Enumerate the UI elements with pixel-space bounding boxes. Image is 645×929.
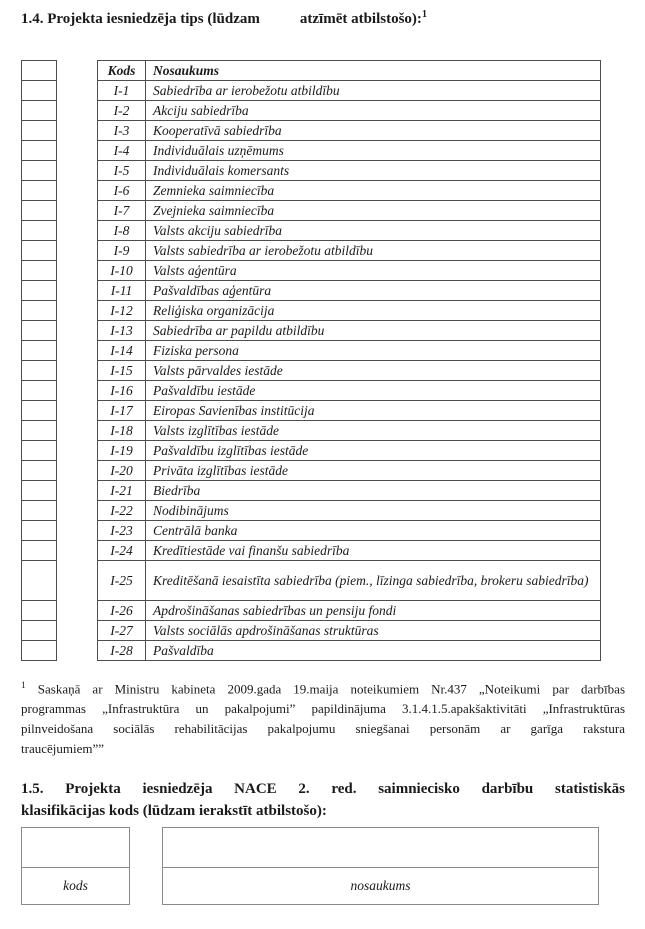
cell-kods: I-27: [98, 621, 146, 641]
cell-nosaukums: Individuālais komersants: [146, 161, 601, 181]
table-row: [98, 341, 601, 361]
checkbox-row: [22, 621, 57, 641]
table-row: [98, 81, 601, 101]
cell-kods: I-13: [98, 321, 146, 341]
header-kods: Kods: [98, 61, 146, 81]
table-row: [98, 481, 601, 501]
table-row: [98, 461, 601, 481]
checkbox-cell[interactable]: [22, 401, 57, 421]
checkbox-row: [22, 501, 57, 521]
cell-kods: I-10: [98, 261, 146, 281]
checkbox-cell[interactable]: [22, 81, 57, 101]
cell-kods: I-19: [98, 441, 146, 461]
cell-nosaukums: Valsts sabiedrība ar ierobežotu atbildību: [146, 241, 601, 261]
checkbox-row: [22, 121, 57, 141]
checkbox-cell[interactable]: [22, 621, 57, 641]
table-row: [98, 161, 601, 181]
checkbox-row: [22, 541, 57, 561]
applicant-type-table: [97, 60, 601, 661]
cell-nosaukums: Kooperatīvā sabiedrība: [146, 121, 601, 141]
checkbox-cell[interactable]: [22, 101, 57, 121]
cell-nosaukums: Zvejnieka saimniecība: [146, 201, 601, 221]
checkbox-row: [22, 241, 57, 261]
checkbox-row: [22, 561, 57, 601]
cell-nosaukums: Privāta izglītības iestāde: [146, 461, 601, 481]
nace-kods-box: [21, 827, 130, 905]
cell-nosaukums: Centrālā banka: [146, 521, 601, 541]
checkbox-row: [22, 441, 57, 461]
checkbox-row: [22, 281, 57, 301]
cell-nosaukums: Pašvaldību izglītības iestāde: [146, 441, 601, 461]
cell-nosaukums: Individuālais uzņēmums: [146, 141, 601, 161]
cell-nosaukums: Valsts sociālās apdrošināšanas struktūras: [146, 621, 601, 641]
table-row: [98, 261, 601, 281]
table-row: [98, 501, 601, 521]
checkbox-row: [22, 81, 57, 101]
checkbox-cell[interactable]: [22, 641, 57, 661]
kods-label: kods: [63, 878, 88, 893]
checkbox-row: [22, 361, 57, 381]
cell-kods: I-9: [98, 241, 146, 261]
checkbox-row: [22, 481, 57, 501]
cell-kods: I-17: [98, 401, 146, 421]
cell-nosaukums: Pašvaldību iestāde: [146, 381, 601, 401]
checkbox-row: [22, 261, 57, 281]
section-1-4-heading: [21, 9, 625, 28]
cell-kods: I-18: [98, 421, 146, 441]
cell-kods: I-26: [98, 601, 146, 621]
checkbox-cell[interactable]: [22, 341, 57, 361]
cell-nosaukums: Sabiedrība ar ierobežotu atbildību: [146, 81, 601, 101]
checkbox-cell[interactable]: [22, 461, 57, 481]
cell-nosaukums: Pašvaldība: [146, 641, 601, 661]
cell-kods: I-24: [98, 541, 146, 561]
checkbox-cell[interactable]: [22, 61, 57, 81]
checkbox-row: [22, 341, 57, 361]
kods-input-area[interactable]: [22, 828, 129, 868]
checkbox-row: [22, 201, 57, 221]
cell-kods: I-15: [98, 361, 146, 381]
cell-kods: I-6: [98, 181, 146, 201]
table-row: [98, 561, 601, 601]
table-row: [98, 621, 601, 641]
checkbox-row: [22, 141, 57, 161]
checkbox-cell[interactable]: [22, 301, 57, 321]
footnote-line: programmas „Infrastruktūra un pakalpojumi” papildinājuma 3.1.4.1.5.apakšaktivitāti „Infrastruktūras: [21, 701, 625, 717]
cell-nosaukums: Biedrība: [146, 481, 601, 501]
checkbox-cell[interactable]: [22, 441, 57, 461]
footnote-text: Saskaņā ar Ministru kabineta 2009.gada 19.maija noteikumiem Nr.437 „Noteikumi par darbības: [37, 681, 626, 697]
cell-kods: I-11: [98, 281, 146, 301]
checkbox-cell[interactable]: [22, 381, 57, 401]
checkbox-row: [22, 521, 57, 541]
cell-kods: I-12: [98, 301, 146, 321]
checkbox-cell[interactable]: [22, 321, 57, 341]
checkbox-cell[interactable]: [22, 181, 57, 201]
cell-kods: I-3: [98, 121, 146, 141]
checkbox-row: [22, 601, 57, 621]
checkbox-cell[interactable]: [22, 481, 57, 501]
table-row: [98, 241, 601, 261]
table-row: [98, 521, 601, 541]
checkbox-row: [22, 461, 57, 481]
checkbox-row: [22, 61, 57, 81]
table-row: [98, 321, 601, 341]
table-row: [98, 181, 601, 201]
cell-kods: I-1: [98, 81, 146, 101]
header-nosaukums: Nosaukums: [146, 61, 601, 81]
cell-nosaukums: Fiziska persona: [146, 341, 601, 361]
table-row: [98, 281, 601, 301]
cell-nosaukums: Kredītiestāde vai finanšu sabiedrība: [146, 541, 601, 561]
checkbox-cell[interactable]: [22, 121, 57, 141]
checkbox-cell[interactable]: [22, 601, 57, 621]
checkbox-row: [22, 641, 57, 661]
checkbox-row: [22, 381, 57, 401]
cell-kods: I-4: [98, 141, 146, 161]
checkbox-row: [22, 321, 57, 341]
cell-nosaukums: Valsts izglītības iestāde: [146, 421, 601, 441]
checkbox-row: [22, 401, 57, 421]
checkbox-cell[interactable]: [22, 261, 57, 281]
cell-kods: I-16: [98, 381, 146, 401]
table-row: [98, 601, 601, 621]
footnote-marker: 1: [21, 681, 26, 691]
checkbox-cell[interactable]: [22, 241, 57, 261]
cell-kods: I-8: [98, 221, 146, 241]
table-row: [98, 201, 601, 221]
table-row: [98, 361, 601, 381]
cell-nosaukums: Nodibinājums: [146, 501, 601, 521]
cell-kods: I-21: [98, 481, 146, 501]
cell-nosaukums: Sabiedrība ar papildu atbildību: [146, 321, 601, 341]
cell-nosaukums: Kreditēšanā iesaistīta sabiedrība (piem., līzinga sabiedrība, brokeru sabiedrība): [146, 561, 601, 601]
checkbox-cell[interactable]: [22, 161, 57, 181]
footnote-line: traucējumiem””: [21, 741, 105, 757]
cell-nosaukums: Akciju sabiedrība: [146, 101, 601, 121]
table-row: [98, 121, 601, 141]
table-row: [98, 301, 601, 321]
cell-kods: I-14: [98, 341, 146, 361]
cell-nosaukums: Valsts aģentūra: [146, 261, 601, 281]
cell-kods: I-7: [98, 201, 146, 221]
footnote-line: [21, 676, 625, 699]
table-row: [98, 101, 601, 121]
checkbox-row: [22, 161, 57, 181]
cell-kods: I-28: [98, 641, 146, 661]
checkbox-cell[interactable]: [22, 201, 57, 221]
table-row: [98, 381, 601, 401]
table-row: [98, 421, 601, 441]
cell-nosaukums: Eiropas Savienības institūcija: [146, 401, 601, 421]
table-row: [98, 221, 601, 241]
checkbox-row: [22, 221, 57, 241]
cell-nosaukums: Reliģiska organizācija: [146, 301, 601, 321]
table-row: [98, 641, 601, 661]
cell-nosaukums: Zemnieka saimniecība: [146, 181, 601, 201]
checkbox-cell[interactable]: [22, 421, 57, 441]
table-row: [98, 441, 601, 461]
cell-kods: I-25: [98, 561, 146, 601]
section-1-5-heading: [21, 779, 625, 822]
checkbox-row: [22, 181, 57, 201]
table-header-row: [98, 61, 601, 81]
section-1-4-title-part2: atzīmēt atbilstošo):: [299, 11, 422, 27]
table-row: [98, 541, 601, 561]
checkbox-cell[interactable]: [22, 221, 57, 241]
table-row: [98, 401, 601, 421]
checkbox-cell[interactable]: [22, 521, 57, 541]
section-1-5-line: klasifikācijas kods (lūdzam ierakstīt atbilstošo):: [21, 802, 327, 819]
cell-kods: I-22: [98, 501, 146, 521]
checkbox-cell[interactable]: [22, 361, 57, 381]
checkbox-cell[interactable]: [22, 501, 57, 521]
table-row: [98, 141, 601, 161]
footnote-reference: 1: [421, 9, 427, 20]
checkbox-row: [22, 301, 57, 321]
cell-kods: I-20: [98, 461, 146, 481]
checkbox-cell[interactable]: [22, 541, 57, 561]
cell-nosaukums: Valsts pārvaldes iestāde: [146, 361, 601, 381]
nosaukums-label: nosaukums: [350, 878, 411, 893]
checkbox-cell[interactable]: [22, 281, 57, 301]
nace-nosaukums-box: [162, 827, 599, 905]
section-1-4-title-part1: 1.4. Projekta iesniedzēja tips (lūdzam: [21, 11, 260, 27]
cell-kods: I-5: [98, 161, 146, 181]
cell-nosaukums: Apdrošināšanas sabiedrības un pensiju fondi: [146, 601, 601, 621]
checkbox-row: [22, 101, 57, 121]
cell-nosaukums: Pašvaldības aģentūra: [146, 281, 601, 301]
nosaukums-input-area[interactable]: [163, 828, 598, 868]
footnote-line: pilnveidošana sociālās rehabilitācijas pakalpojumu sniegšanai personām ar garīga rakstura: [21, 721, 625, 737]
checkbox-row: [22, 421, 57, 441]
cell-nosaukums: Valsts akciju sabiedrība: [146, 221, 601, 241]
checkbox-cell[interactable]: [22, 561, 57, 601]
footnote: [21, 676, 625, 759]
section-1-5-line: 1.5. Projekta iesniedzēja NACE 2. red. saimniecisko darbību statistiskās: [21, 781, 625, 797]
checkbox-cell[interactable]: [22, 141, 57, 161]
checkbox-column: [21, 60, 57, 661]
cell-kods: I-23: [98, 521, 146, 541]
cell-kods: I-2: [98, 101, 146, 121]
